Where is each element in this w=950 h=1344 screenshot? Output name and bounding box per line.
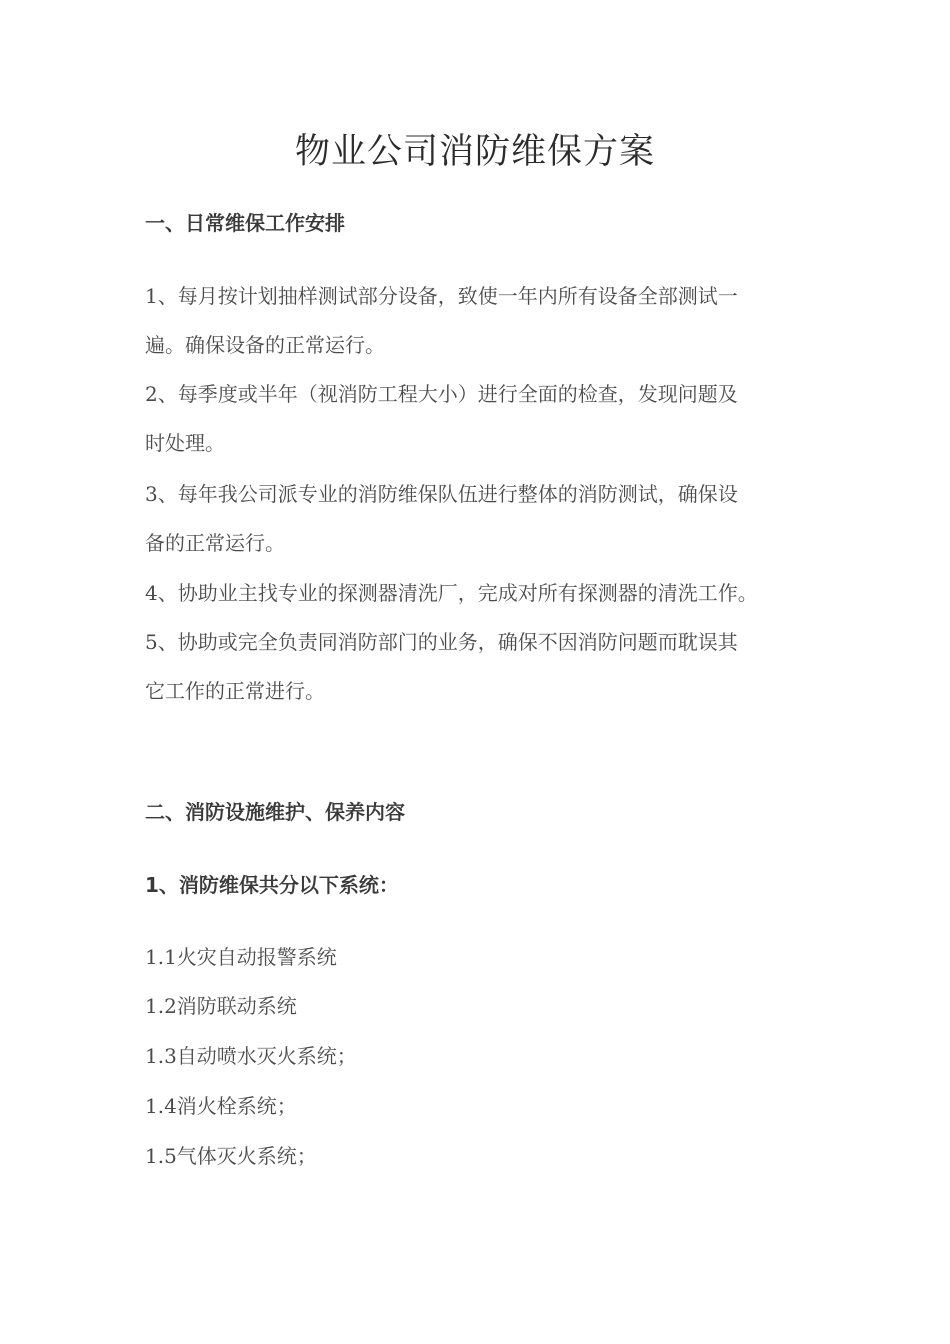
paragraph-4-line-1: 4、协助业主找专业的探测器清洗厂，完成对所有探测器的清洗工作。	[145, 581, 758, 605]
paragraph-3	[145, 470, 817, 568]
paragraph-4	[145, 569, 817, 618]
paragraph-5	[145, 618, 817, 716]
paragraph-2	[145, 370, 817, 468]
paragraph-5-line-1: 5、协助或完全负责同消防部门的业务，确保不因消防问题而耽误其	[145, 630, 738, 654]
section-1-heading: 一、日常维保工作安排	[145, 211, 345, 235]
paragraph-5-line-2: 它工作的正常进行。	[145, 679, 325, 703]
paragraph-3-line-1: 3、每年我公司派专业的消防维保队伍进行整体的消防测试，确保设	[145, 482, 738, 506]
system-list-item: 1.2消防联动系统	[145, 994, 297, 1018]
system-list-item: 1.3自动喷水灭火系统；	[145, 1044, 357, 1068]
paragraph-2-line-1: 2、每季度或半年（视消防工程大小）进行全面的检查，发现问题及	[145, 382, 738, 406]
system-list-item: 1.4消火栓系统；	[145, 1094, 297, 1118]
system-list-item: 1.1火灾自动报警系统	[145, 945, 337, 969]
system-list-item: 1.5气体灭火系统；	[145, 1144, 317, 1168]
paragraph-2-line-2: 时处理。	[145, 431, 225, 455]
section-2-subheading: 1、消防维保共分以下系统：	[145, 873, 399, 897]
paragraph-3-line-2: 备的正常运行。	[145, 531, 285, 555]
paragraph-1-line-2: 遍。确保设备的正常运行。	[145, 333, 385, 357]
paragraph-1	[145, 272, 817, 370]
document-title: 物业公司消防维保方案	[294, 132, 655, 172]
paragraph-1-line-1: 1、每月按计划抽样测试部分设备，致使一年内所有设备全部测试一	[145, 284, 738, 308]
section-2-heading: 二、消防设施维护、保养内容	[145, 800, 405, 824]
